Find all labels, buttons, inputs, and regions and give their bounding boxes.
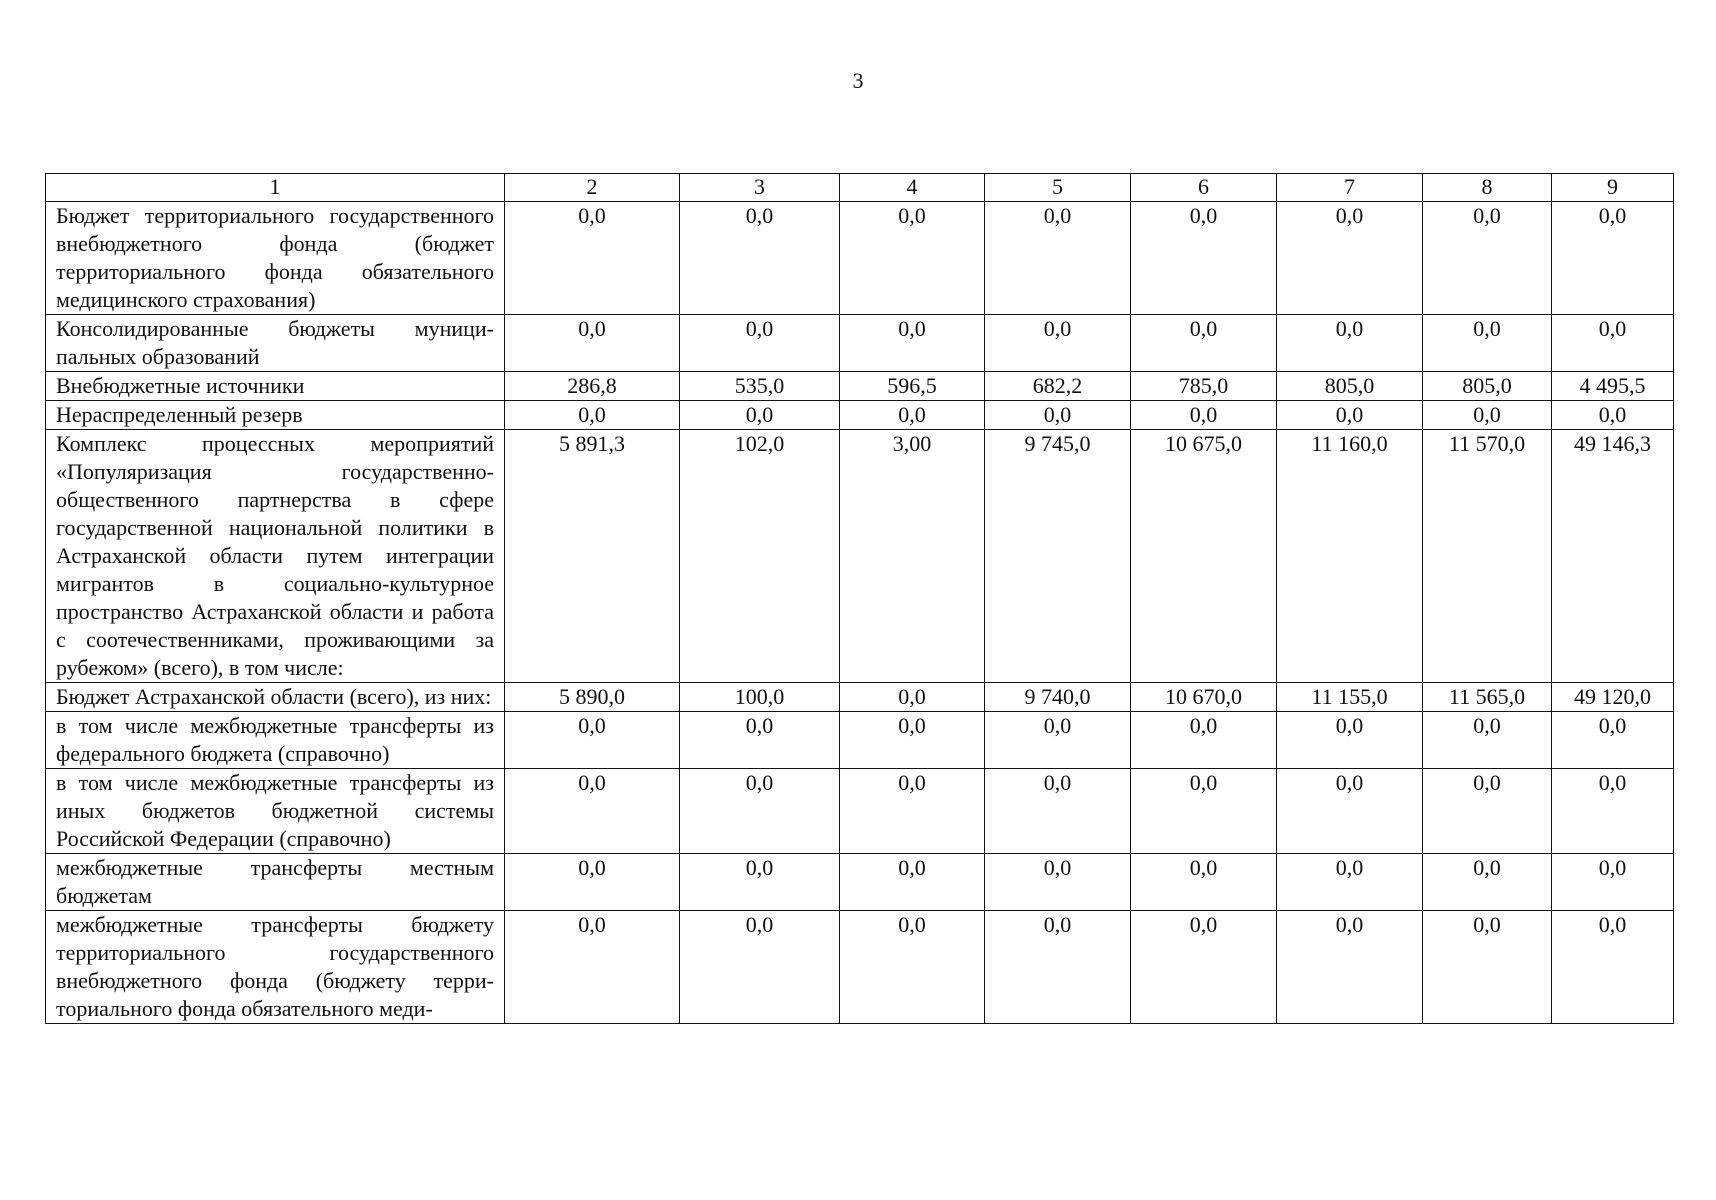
value-cell: 0,0 <box>1552 769 1674 854</box>
row-label: Бюджет Астраханской области (всего), из них: <box>46 683 505 712</box>
table-row <box>46 315 1674 372</box>
value-cell: 0,0 <box>1131 854 1277 911</box>
value-cell: 0,0 <box>1131 769 1277 854</box>
value-cell: 0,0 <box>1423 854 1552 911</box>
value-cell: 0,0 <box>680 315 840 372</box>
value-cell: 0,0 <box>985 202 1131 315</box>
row-label: Комплекс процессных мероприятий «Популяризация государственно-общественного партнерства в сфере государственной национальной политики в Астраханской области путем интеграции мигрантов в социально-культурное пространство Астраханской области и работа с соотечественниками, проживающими за рубежом» (всего), в том числе: <box>46 430 505 683</box>
value-cell: 0,0 <box>1423 202 1552 315</box>
value-cell: 0,0 <box>1423 401 1552 430</box>
value-cell: 0,0 <box>680 202 840 315</box>
row-label: межбюджетные трансферты местным бюджетам <box>46 854 505 911</box>
value-cell: 0,0 <box>985 401 1131 430</box>
column-header: 4 <box>840 174 985 202</box>
value-cell: 0,0 <box>1131 911 1277 1024</box>
table-row <box>46 401 1674 430</box>
value-cell: 0,0 <box>985 911 1131 1024</box>
value-cell: 3,00 <box>840 430 985 683</box>
value-cell: 5 890,0 <box>505 683 680 712</box>
row-label: Нераспределенный резерв <box>46 401 505 430</box>
column-header: 1 <box>46 174 505 202</box>
value-cell: 49 146,3 <box>1552 430 1674 683</box>
value-cell: 0,0 <box>1277 769 1423 854</box>
column-header: 8 <box>1423 174 1552 202</box>
table-row <box>46 372 1674 401</box>
value-cell: 0,0 <box>1131 401 1277 430</box>
value-cell: 0,0 <box>1131 315 1277 372</box>
value-cell: 5 891,3 <box>505 430 680 683</box>
value-cell: 535,0 <box>680 372 840 401</box>
value-cell: 0,0 <box>1552 911 1674 1024</box>
value-cell: 0,0 <box>1277 712 1423 769</box>
value-cell: 0,0 <box>840 769 985 854</box>
value-cell: 0,0 <box>1277 911 1423 1024</box>
row-label: Бюджет территориального государственного внебюджетного фонда (бюджет территориального фонда обязательного медицинского страхования) <box>46 202 505 315</box>
value-cell: 0,0 <box>680 911 840 1024</box>
value-cell: 0,0 <box>505 911 680 1024</box>
value-cell: 0,0 <box>1423 315 1552 372</box>
value-cell: 0,0 <box>840 202 985 315</box>
value-cell: 0,0 <box>1552 712 1674 769</box>
value-cell: 0,0 <box>985 712 1131 769</box>
table-row <box>46 202 1674 315</box>
value-cell: 11 565,0 <box>1423 683 1552 712</box>
value-cell: 0,0 <box>985 769 1131 854</box>
column-header: 2 <box>505 174 680 202</box>
value-cell: 0,0 <box>680 854 840 911</box>
value-cell: 0,0 <box>505 854 680 911</box>
value-cell: 0,0 <box>1277 854 1423 911</box>
value-cell: 11 570,0 <box>1423 430 1552 683</box>
table-row <box>46 769 1674 854</box>
value-cell: 0,0 <box>505 769 680 854</box>
value-cell: 4 495,5 <box>1552 372 1674 401</box>
value-cell: 0,0 <box>505 315 680 372</box>
value-cell: 11 155,0 <box>1277 683 1423 712</box>
value-cell: 785,0 <box>1131 372 1277 401</box>
value-cell: 0,0 <box>680 401 840 430</box>
column-header: 7 <box>1277 174 1423 202</box>
value-cell: 10 675,0 <box>1131 430 1277 683</box>
table-row <box>46 683 1674 712</box>
table-row <box>46 712 1674 769</box>
value-cell: 0,0 <box>985 854 1131 911</box>
row-label: в том числе межбюджетные трансферты из иных бюджетов бюджетной системы Российской Федерации (справочно) <box>46 769 505 854</box>
value-cell: 0,0 <box>1423 712 1552 769</box>
value-cell: 0,0 <box>1131 202 1277 315</box>
column-header: 3 <box>680 174 840 202</box>
page-number: 3 <box>852 68 864 93</box>
value-cell: 0,0 <box>505 712 680 769</box>
value-cell: 0,0 <box>1552 854 1674 911</box>
row-label: Внебюджетные источники <box>46 372 505 401</box>
column-header: 9 <box>1552 174 1674 202</box>
table-header-row <box>46 174 1674 202</box>
value-cell: 0,0 <box>1423 911 1552 1024</box>
value-cell: 0,0 <box>840 315 985 372</box>
table-row <box>46 854 1674 911</box>
value-cell: 0,0 <box>840 401 985 430</box>
value-cell: 11 160,0 <box>1277 430 1423 683</box>
value-cell: 49 120,0 <box>1552 683 1674 712</box>
value-cell: 0,0 <box>1277 401 1423 430</box>
value-cell: 805,0 <box>1423 372 1552 401</box>
value-cell: 0,0 <box>1552 202 1674 315</box>
value-cell: 0,0 <box>985 315 1131 372</box>
value-cell: 0,0 <box>1277 315 1423 372</box>
row-label: в том числе межбюджетные трансферты из федерального бюджета (справочно) <box>46 712 505 769</box>
value-cell: 286,8 <box>505 372 680 401</box>
value-cell: 100,0 <box>680 683 840 712</box>
budget-table <box>45 173 1674 1024</box>
value-cell: 0,0 <box>840 683 985 712</box>
row-label: межбюджетные трансферты бюджету территориального государственного внебюджетного фонда (бюджету территориального фонда обязательного меди- <box>46 911 505 1024</box>
value-cell: 9 745,0 <box>985 430 1131 683</box>
value-cell: 0,0 <box>505 401 680 430</box>
value-cell: 0,0 <box>680 769 840 854</box>
table-row <box>46 911 1674 1024</box>
column-header: 5 <box>985 174 1131 202</box>
value-cell: 9 740,0 <box>985 683 1131 712</box>
value-cell: 596,5 <box>840 372 985 401</box>
value-cell: 0,0 <box>1131 712 1277 769</box>
value-cell: 682,2 <box>985 372 1131 401</box>
value-cell: 0,0 <box>840 854 985 911</box>
value-cell: 0,0 <box>840 911 985 1024</box>
table-row <box>46 430 1674 683</box>
value-cell: 0,0 <box>1552 315 1674 372</box>
row-label: Консолидированные бюджеты муниципальных образований <box>46 315 505 372</box>
value-cell: 805,0 <box>1277 372 1423 401</box>
value-cell: 0,0 <box>1552 401 1674 430</box>
value-cell: 10 670,0 <box>1131 683 1277 712</box>
value-cell: 0,0 <box>1277 202 1423 315</box>
value-cell: 0,0 <box>680 712 840 769</box>
column-header: 6 <box>1131 174 1277 202</box>
value-cell: 102,0 <box>680 430 840 683</box>
value-cell: 0,0 <box>505 202 680 315</box>
value-cell: 0,0 <box>1423 769 1552 854</box>
value-cell: 0,0 <box>840 712 985 769</box>
